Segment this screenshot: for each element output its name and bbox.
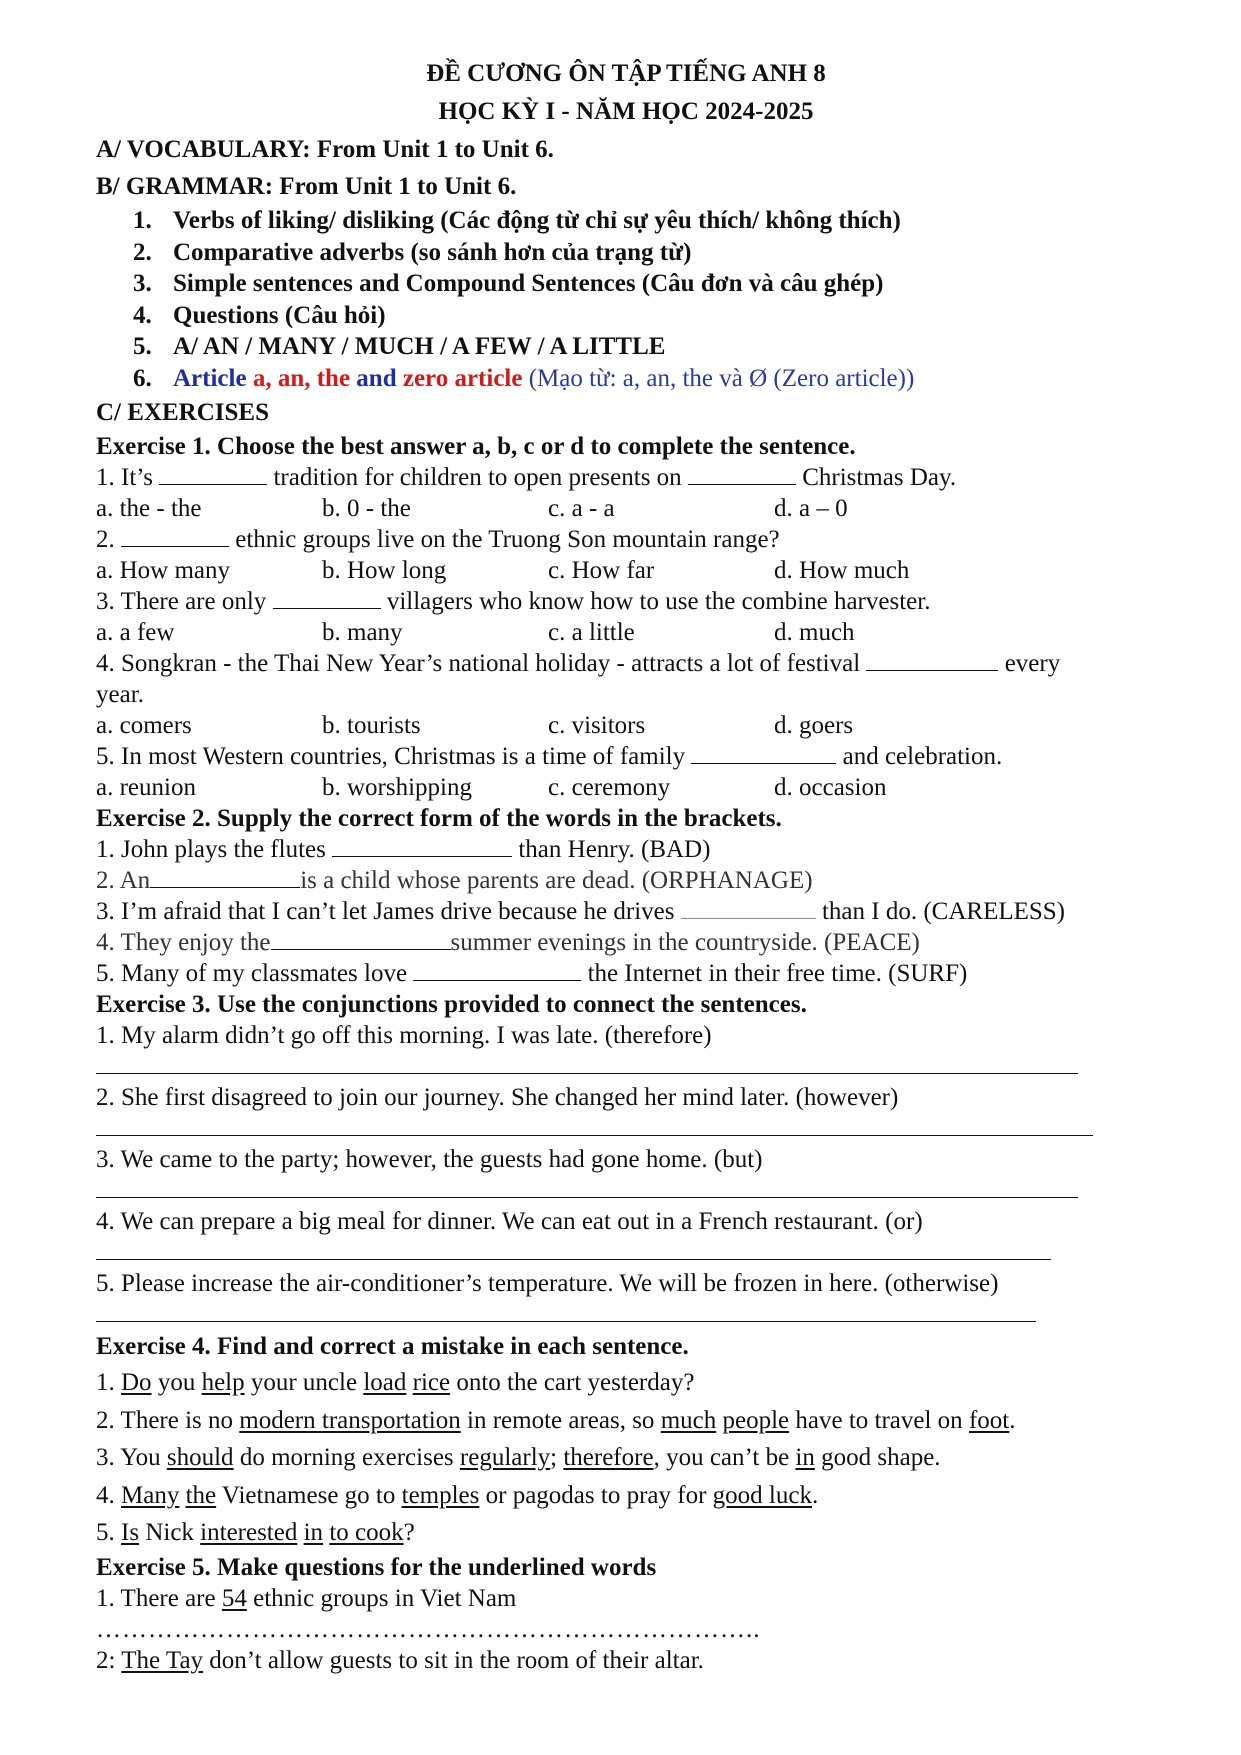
underlined-word: The Tay bbox=[121, 1646, 204, 1674]
option-d[interactable]: d. a – 0 bbox=[774, 495, 848, 522]
section-grammar: B/ GRAMMAR: From Unit 1 to Unit 6. bbox=[96, 173, 517, 200]
underlined-word[interactable]: Is bbox=[121, 1519, 140, 1546]
option-d[interactable]: d. occasion bbox=[774, 774, 887, 801]
ex1-question-4-cont: year. bbox=[96, 681, 144, 708]
ex2-question-4 bbox=[96, 927, 1156, 958]
question-text: 5. Many of my classmates love bbox=[96, 960, 408, 987]
exercise-1-heading: Exercise 1. Choose the best answer a, b, c or d to complete the sentence. bbox=[96, 433, 856, 460]
answer-blank[interactable] bbox=[691, 741, 836, 764]
question-text: Christmas Day. bbox=[802, 464, 957, 491]
underlined-word[interactable]: interested bbox=[200, 1519, 298, 1546]
underlined-word[interactable]: in bbox=[303, 1519, 324, 1546]
ex3-item-3: 3. We came to the party; however, the guests had gone home. (but) bbox=[96, 1146, 763, 1173]
question-text: 5. In most Western countries, Christmas is a time of family bbox=[96, 743, 686, 770]
answer-dotted-line[interactable]: ………………………………………………………………….. bbox=[96, 1615, 761, 1643]
ex3-item-2: 2. She first disagreed to join our journey. She changed her mind later. (however) bbox=[96, 1084, 899, 1111]
answer-blank[interactable] bbox=[688, 462, 796, 485]
question-text: 2. An bbox=[96, 867, 151, 894]
answer-line[interactable] bbox=[96, 1175, 1156, 1206]
option-a[interactable]: a. a few bbox=[96, 619, 175, 646]
item-text-article: Article bbox=[173, 364, 247, 392]
item-number: 1. bbox=[133, 207, 152, 234]
question-text: 4. They enjoy the bbox=[96, 929, 271, 956]
ex2-question-1 bbox=[96, 834, 1156, 865]
underlined-word[interactable]: Many bbox=[121, 1481, 180, 1509]
underlined-word[interactable]: people bbox=[722, 1406, 790, 1434]
answer-line[interactable] bbox=[96, 1051, 1156, 1082]
ex4-sentence-2: 2. There is no modern transportation in remote areas, so much people have to travel on foot. bbox=[96, 1406, 1016, 1434]
option-c[interactable]: c. How far bbox=[548, 557, 655, 584]
option-d[interactable]: d. much bbox=[774, 619, 855, 646]
ex3-item-5: 5. Please increase the air-conditioner’s temperature. We will be frozen in here. (otherwise) bbox=[96, 1270, 999, 1297]
option-c[interactable]: c. visitors bbox=[548, 712, 646, 739]
worksheet-page bbox=[96, 55, 1156, 1676]
answer-line[interactable] bbox=[96, 1237, 1156, 1268]
underlined-word[interactable]: therefore bbox=[563, 1444, 654, 1471]
ex4-sentence-1: 1. Do you help your uncle load rice onto the cart yesterday? bbox=[96, 1369, 695, 1396]
option-a[interactable]: a. comers bbox=[96, 712, 192, 739]
question-text: 3. There are only bbox=[96, 588, 267, 615]
grammar-item bbox=[96, 300, 1156, 332]
grammar-item bbox=[96, 331, 1156, 363]
underlined-word[interactable]: much bbox=[660, 1406, 717, 1434]
question-text: than Henry. (BAD) bbox=[518, 836, 711, 863]
title-line-2: HỌC KỲ I - NĂM HỌC 2024-2025 bbox=[438, 98, 814, 125]
question-text: than I do. (CARELESS) bbox=[821, 898, 1066, 925]
item-number: 2. bbox=[133, 238, 152, 266]
item-number: 3. bbox=[133, 270, 152, 297]
underlined-word[interactable]: good luck bbox=[712, 1481, 812, 1509]
question-text: villagers who know how to use the combine harvester. bbox=[386, 588, 931, 615]
exercise-3-heading: Exercise 3. Use the conjunctions provided to connect the sentences. bbox=[96, 991, 807, 1018]
item-text-and: and bbox=[356, 364, 397, 392]
answer-line[interactable] bbox=[96, 1113, 1156, 1144]
section-exercises: C/ EXERCISES bbox=[96, 399, 269, 426]
item-text: Questions (Câu hỏi) bbox=[173, 301, 386, 329]
underlined-word[interactable]: load bbox=[363, 1369, 407, 1396]
item-text: Simple sentences and Compound Sentences (Câu đơn và câu ghép) bbox=[173, 270, 884, 297]
option-d[interactable]: d. goers bbox=[774, 712, 854, 739]
ex1-question-3 bbox=[96, 586, 1156, 617]
question-text: is a child whose parents are dead. (ORPHANAGE) bbox=[300, 867, 813, 894]
exercise-2-heading: Exercise 2. Supply the correct form of the words in the brackets. bbox=[96, 805, 782, 832]
option-c[interactable]: c. a little bbox=[548, 619, 635, 646]
underlined-word[interactable]: should bbox=[166, 1444, 234, 1471]
item-text: A/ AN / MANY / MUCH / A FEW / A LITTLE bbox=[173, 333, 666, 360]
ex4-sentence-5: 5. Is Nick interested in to cook? bbox=[96, 1519, 415, 1546]
ex5-question-1: 1. There are 54 ethnic groups in Viet Nam bbox=[96, 1584, 517, 1612]
ex2-question-3 bbox=[96, 896, 1156, 927]
answer-blank[interactable] bbox=[866, 648, 998, 671]
ex3-item-4: 4. We can prepare a big meal for dinner. We can eat out in a French restaurant. (or) bbox=[96, 1208, 923, 1235]
underlined-word[interactable]: the bbox=[185, 1481, 217, 1509]
ex1-options-2 bbox=[96, 555, 1156, 586]
item-text: Verbs of liking/ disliking (Các động từ chỉ sự yêu thích/ không thích) bbox=[173, 207, 901, 234]
question-text: summer evenings in the countryside. (PEACE) bbox=[450, 929, 920, 956]
item-number: 4. bbox=[133, 301, 152, 329]
answer-blank[interactable] bbox=[273, 586, 381, 609]
underlined-word[interactable]: help bbox=[201, 1369, 245, 1396]
answer-blank[interactable] bbox=[413, 958, 581, 981]
ex4-sentence-3: 3. You should do morning exercises regularly; therefore, you can’t be in good shape. bbox=[96, 1444, 941, 1471]
answer-blank[interactable] bbox=[159, 462, 267, 485]
ex2-question-5 bbox=[96, 958, 1156, 989]
question-text: 3. I’m afraid that I can’t let James drive because he drives bbox=[96, 898, 675, 925]
underlined-word[interactable]: temples bbox=[401, 1481, 480, 1509]
option-a[interactable]: a. the - the bbox=[96, 495, 202, 522]
ex1-question-5 bbox=[96, 741, 1156, 772]
option-c[interactable]: c. a - a bbox=[548, 495, 615, 522]
ex3-item-1: 1. My alarm didn’t go off this morning. I was late. (therefore) bbox=[96, 1022, 712, 1049]
answer-line[interactable] bbox=[96, 1299, 1156, 1330]
option-b[interactable]: b. 0 - the bbox=[322, 495, 411, 522]
grammar-item bbox=[96, 237, 1156, 269]
exercise-4-heading: Exercise 4. Find and correct a mistake in each sentence. bbox=[96, 1333, 689, 1360]
item-number: 5. bbox=[133, 333, 152, 360]
ex1-options-5 bbox=[96, 772, 1156, 803]
question-text: 4. Songkran - the Thai New Year’s national holiday - attracts a lot of festival bbox=[96, 650, 861, 677]
answer-blank[interactable] bbox=[332, 834, 512, 857]
underlined-word[interactable]: modern transportation bbox=[239, 1406, 461, 1434]
underlined-word[interactable]: in bbox=[795, 1444, 815, 1471]
ex4-sentence-4: 4. Many the Vietnamese go to temples or pagodas to pray for good luck. bbox=[96, 1481, 819, 1509]
grammar-list bbox=[96, 205, 1156, 394]
underlined-word[interactable]: to cook bbox=[329, 1519, 404, 1546]
grammar-item-articles bbox=[96, 363, 1156, 395]
item-text-a-an-the: a, an, the bbox=[252, 364, 351, 392]
option-a[interactable]: a. How many bbox=[96, 557, 230, 584]
ex1-options-4 bbox=[96, 710, 1156, 741]
ex1-options-1 bbox=[96, 493, 1156, 524]
exercise-5-heading: Exercise 5. Make questions for the underlined words bbox=[96, 1553, 657, 1581]
underlined-word: 54 bbox=[221, 1584, 247, 1612]
item-number: 6. bbox=[133, 364, 152, 392]
question-text: tradition for children to open presents on bbox=[273, 464, 682, 491]
question-text: and celebration. bbox=[842, 743, 1003, 770]
item-note: (Mạo từ: a, an, the và Ø (Zero article)) bbox=[528, 364, 915, 392]
question-text: 2. bbox=[96, 526, 115, 553]
answer-blank[interactable] bbox=[150, 865, 300, 888]
underlined-word[interactable]: rice bbox=[412, 1369, 451, 1396]
grammar-item bbox=[96, 205, 1156, 237]
title-line-1: ĐỀ CƯƠNG ÔN TẬP TIẾNG ANH 8 bbox=[426, 60, 826, 87]
answer-blank[interactable] bbox=[271, 927, 451, 950]
item-text: Comparative adverbs (so sánh hơn của trạng từ) bbox=[173, 238, 692, 266]
underlined-word[interactable]: regularly bbox=[459, 1444, 551, 1471]
option-b[interactable]: b. tourists bbox=[322, 712, 421, 739]
ex1-options-3 bbox=[96, 617, 1156, 648]
ex1-question-2 bbox=[96, 524, 1156, 555]
ex1-question-4 bbox=[96, 648, 1156, 679]
ex2-question-2 bbox=[96, 865, 1156, 896]
question-text: every bbox=[1004, 650, 1061, 677]
item-text-zero-article: zero article bbox=[402, 364, 523, 392]
question-text: 1. John plays the flutes bbox=[96, 836, 326, 863]
question-text: the Internet in their free time. (SURF) bbox=[587, 960, 968, 987]
option-c[interactable]: c. ceremony bbox=[548, 774, 671, 801]
option-d[interactable]: d. How much bbox=[774, 557, 910, 584]
section-vocabulary: A/ VOCABULARY: From Unit 1 to Unit 6. bbox=[96, 136, 554, 163]
answer-blank[interactable] bbox=[121, 524, 229, 547]
document-title bbox=[96, 55, 1156, 131]
ex1-question-1 bbox=[96, 462, 1156, 493]
question-text: ethnic groups live on the Truong Son mountain range? bbox=[235, 526, 780, 553]
grammar-item bbox=[96, 268, 1156, 300]
option-b[interactable]: b. How long bbox=[322, 557, 447, 584]
option-b[interactable]: b. many bbox=[322, 619, 403, 646]
question-text: 1. It’s bbox=[96, 464, 153, 491]
underlined-word[interactable]: Do bbox=[121, 1369, 152, 1396]
answer-blank[interactable] bbox=[681, 896, 816, 919]
underlined-word[interactable]: foot bbox=[968, 1406, 1010, 1434]
option-a[interactable]: a. reunion bbox=[96, 774, 196, 801]
ex5-question-2: 2: The Tay don’t allow guests to sit in the room of their altar. bbox=[96, 1646, 704, 1674]
option-b[interactable]: b. worshipping bbox=[322, 774, 472, 801]
